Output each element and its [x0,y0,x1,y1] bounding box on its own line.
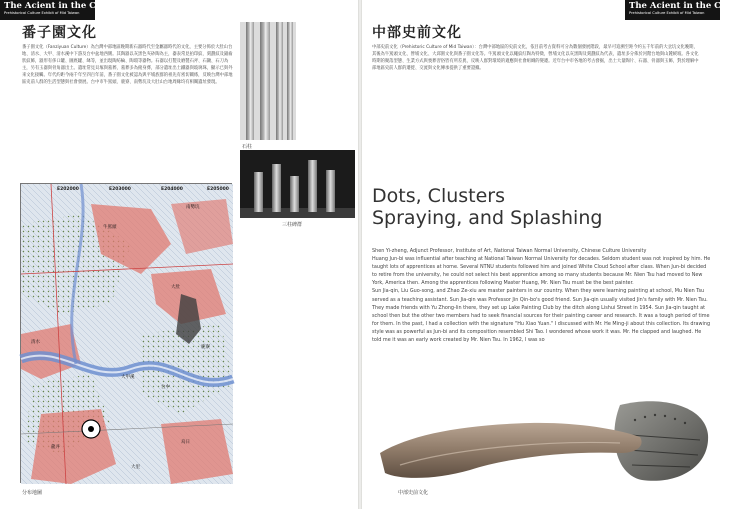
artifact-caption: 中部史前文化 [398,490,429,496]
right-page [362,0,733,509]
map-place: 大肚 [171,285,180,290]
map-graphic [21,184,233,484]
exhibit-badge-left [0,0,109,20]
left-page-body: 番子園文化（Fanziyuan Culture）為台灣中部地區晚期新石器時代至金屬器時代的文化，主要分佈於大肚山台地、清水、大甲、清水溪中下游及台中盆地西側。其陶器以灰黑色夾砂陶為主，器表常見拍印紋、刻劃紋及鋸齒狀紋飾，器形有侈口罐、圜底罐、缽等，並出現陶紡輪、陶環等器物。石器以打製及磨製石斧、石鋤、石刀為主，另有玉器與骨角器出土。遺址常見貝塚與墓葬，墓葬多為俯身葬，部分遺址出土鐵器與玻璃珠，顯示已與外來文化接觸。年代約距今兩千年至四百年前，番子園文化被認為與平埔族群的祖先有密切關係，反映台灣中部地區史前人群的生活型態與社會發展。台中市牛罵頭、鹿寮、南勢坑及大肚山台地周緣均有相關遺址發現。 [22,45,233,85]
map-place: 大甲溪 [121,375,135,380]
left-page-title: 番子園文化 [22,25,97,41]
distribution-map [20,183,232,483]
map-caption: 分布地圖 [22,490,43,496]
article-author: Shen Yi-zheng, Adjunct Professor, Institute of Art, National Taiwan Normal University, Chinese Culture University [372,248,647,254]
map-place: 鹿寮 [201,345,210,350]
badge-subtitle: Prehistorical Culture Exhibit of Mid Taiwan [4,11,80,15]
right-page-title: 中部史前文化 [372,25,462,41]
map-coord-2: E203000 [109,187,131,192]
map-coord-1: E202000 [57,187,79,192]
exhibit-badge-right [625,0,733,20]
map-coord-4: E205000 [207,187,229,192]
stone-pillar-caption: 石柱 [242,144,253,150]
english-article-body [372,247,712,397]
map-place: 牛罵頭 [103,225,117,230]
article-paragraph: Huang Jun-bi was influential after teaching at National Taiwan Normal University for decades. Seldom student was not inspired by him. He taught lots of apprentices at home. Several NTNU students followed him and joined White Cloud School after class. When Jun-bi decided to retire from the university, he could not select his best apprentice among so many students because Mr. Nien Tsu had moved to New York, America then. Among the apprentices following Master Huang, Mr. Nien Tsu must be the best painter. [372,256,711,287]
map-place: 龍井 [51,445,60,450]
map-coord-3: E204000 [161,187,183,192]
map-place: 清水 [31,340,40,345]
badge-title: The Acient in the City [629,1,733,11]
english-title-line-1: Dots, Clusters [372,185,506,207]
map-place: 大里 [131,465,140,470]
artifact-photo [380,395,710,495]
map-place: 烏日 [181,440,190,445]
monument-caption: 三柱碑群 [282,222,303,228]
english-article-title [372,185,602,229]
right-page-body: 中部史前文化（Prehistoric Culture of Mid Taiwan）：台灣中部地區的史前文化，依目前考古資料可分為數個發展階段，最早可追溯至距今約五千年前的大坌坑文化晚期，其後為牛罵頭文化、營埔文化、大邱園文化與番子園文化等。牛罵頭文化以繩紋紅陶為特徵，營埔文化以灰黑陶及刻劃紋為代表，遺址多分佈於河階台地與山麓緩坡。各文化時期的聚落型態、生業方式與喪葬習俗皆有所差異，反映人群對環境的適應與社會組織的變遷。近年台中市各地的考古發掘，出土大量陶片、石器、骨器與玉飾，對於理解中部地區史前人群的遷徙、交流與文化傳承提供了重要證據。 [372,45,699,71]
stone-pillar-photo [240,22,296,140]
badge-subtitle: Prehistorical Culture Exhibit of Mid Taiwan [629,11,705,15]
left-page [0,0,358,509]
monument-group-photo [240,150,355,218]
badge-title: The Acient in the City [4,1,109,11]
map-place: 南勢坑 [186,205,200,210]
article-paragraph: Sun Jia-qin, Liu Guo-song, and Zhao Ze-xiu are master painters in our country. When they were learning painting at school, Mu Nien Tsu served as a teaching assistant. Sun Jia-qin was Professor Jin Qin-bo's good friend. Sun Jia-qin usually visited Jin's family with Mr. Nien Tsu. They made friends with Yu Zhong-lin there, they set up Lake Painting Club by the ditch along Lishui Street in 1954. Sun Jia-qin taught at school then but the other two members had to seek financial sources for their painting career and research. It was a tough period of time for them. In the past, I had a collection with the signature "Hu Xiao Yuan." I discussed with Mr. He Ming-ji about this collection. Its drawing style was as powerful as Jun-bi and its composition resembled Shi Tao. I wondered whose work it was. Mr. He clapped and laughed. He told me it was an early work created by Mr. Nien Tsu. In 1962, I was so [372,288,711,344]
map-place: 台中 [161,385,170,390]
english-title-line-2: Spraying, and Splashing [372,207,603,229]
